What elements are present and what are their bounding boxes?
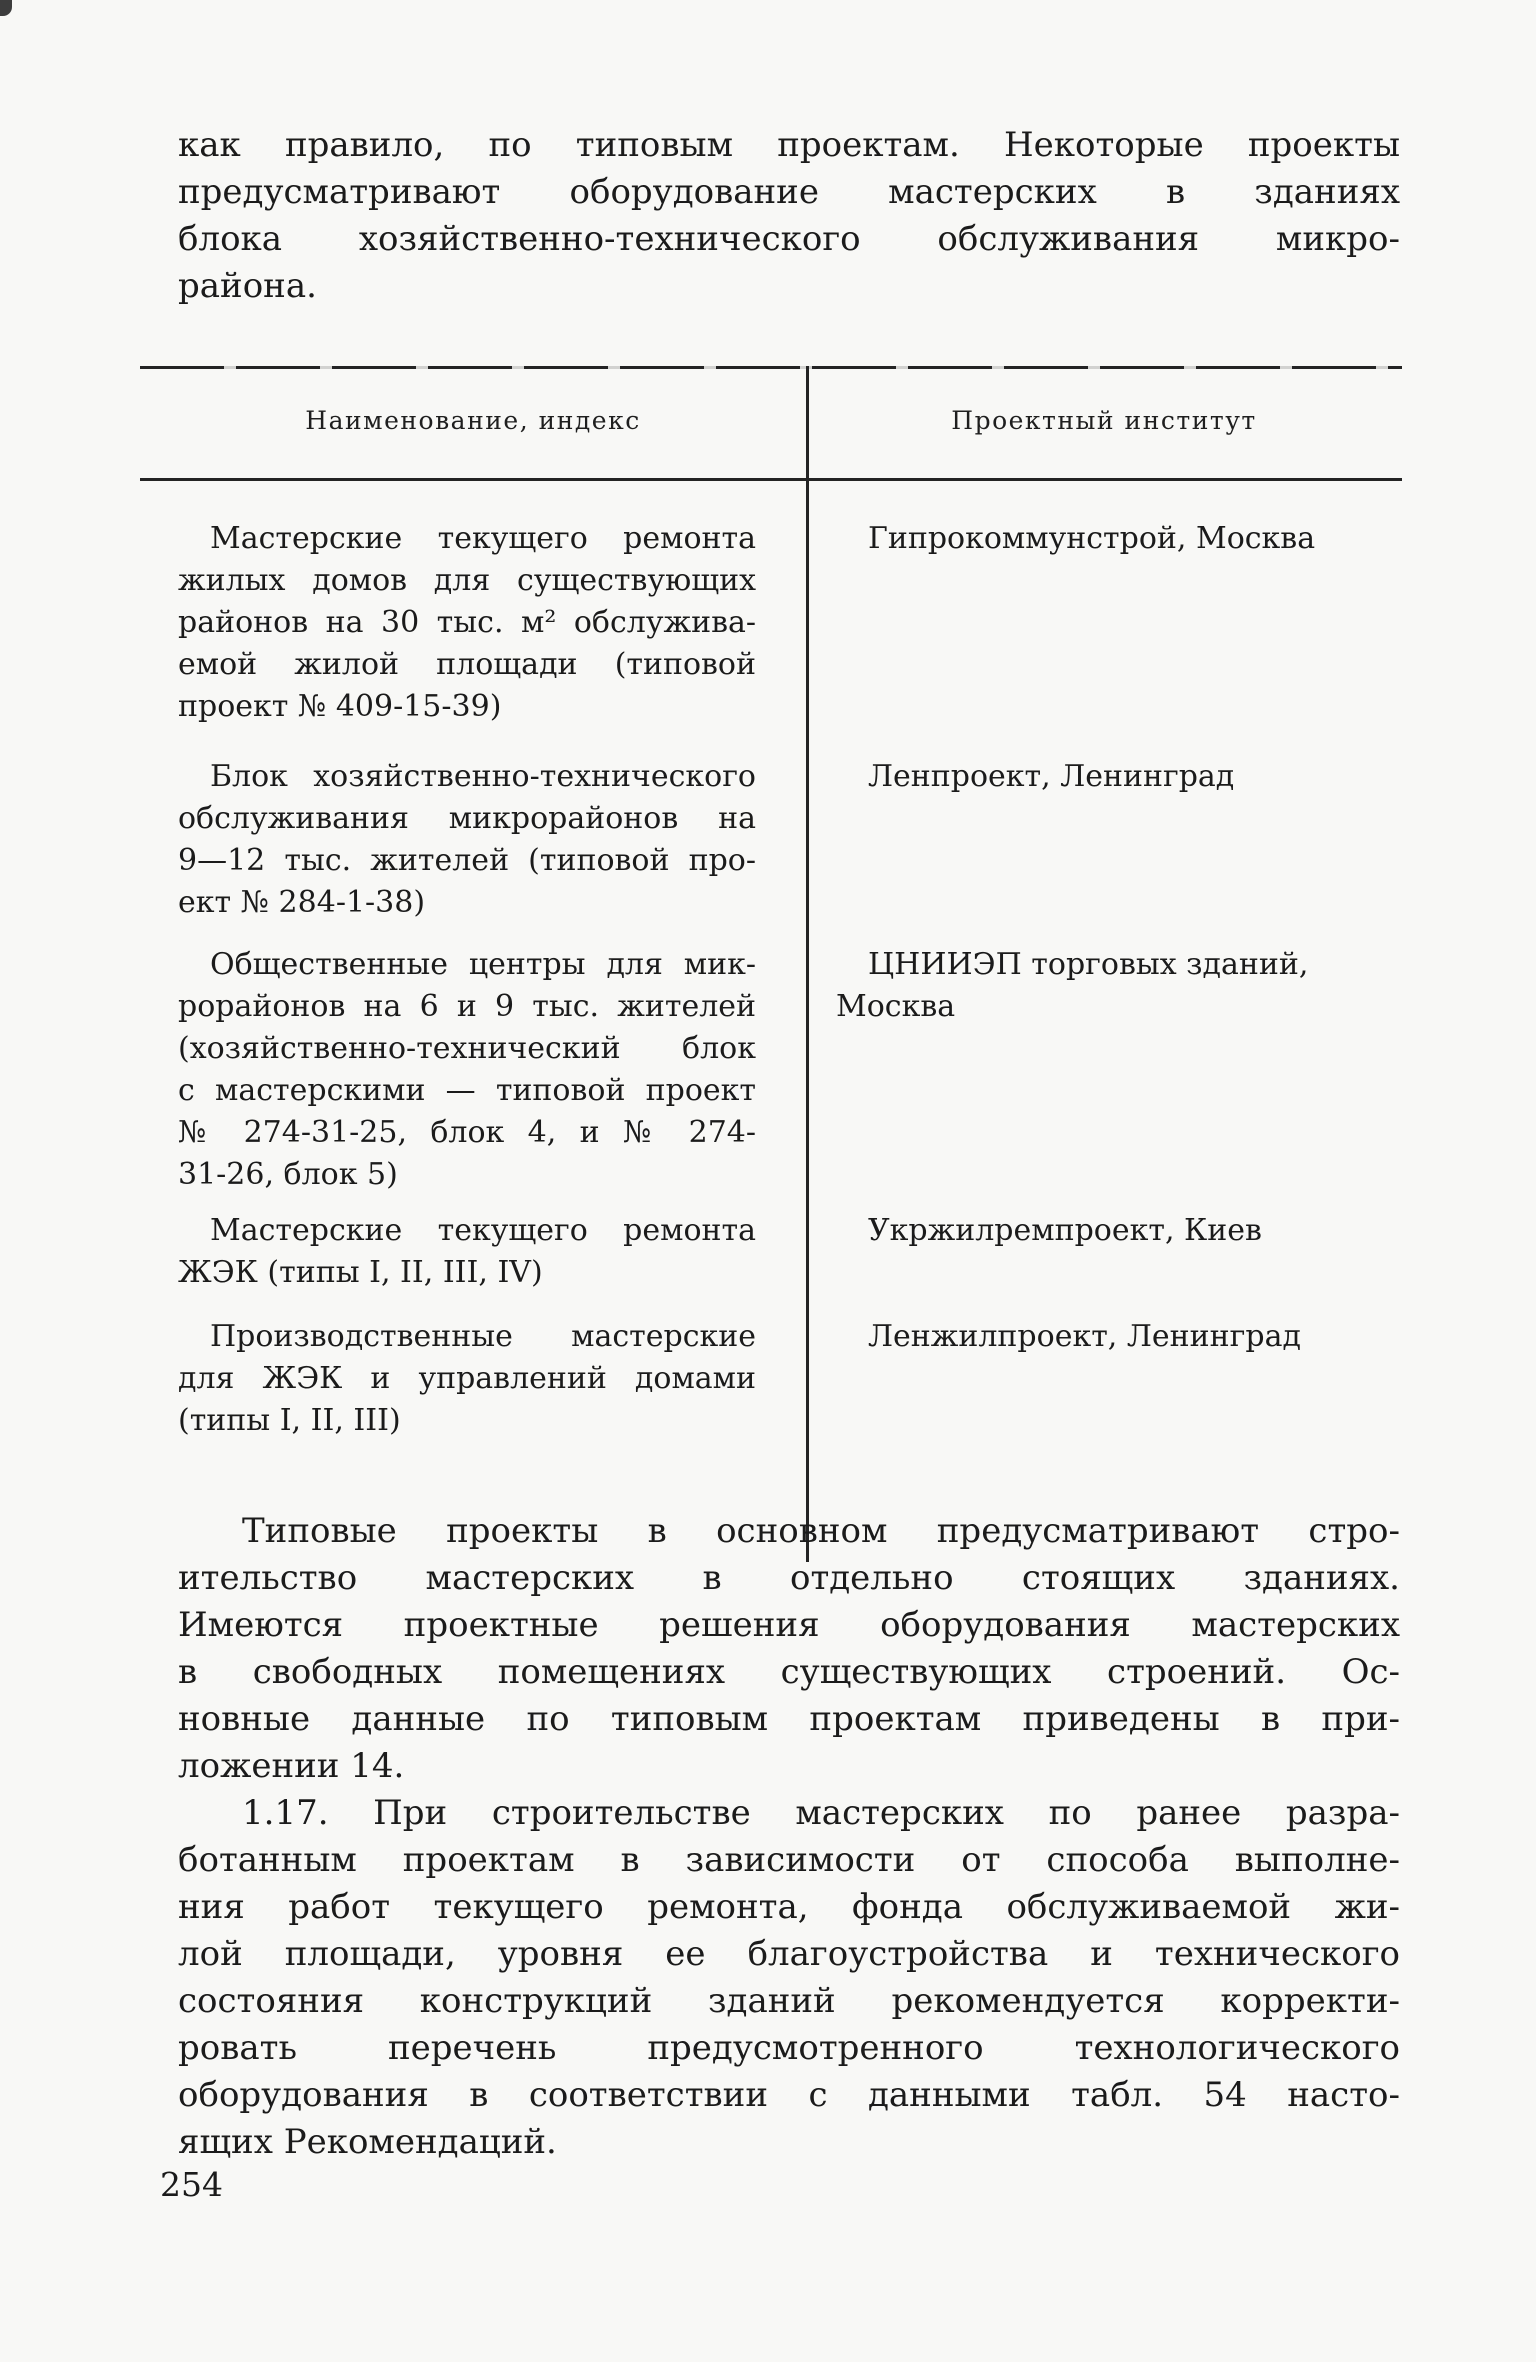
text-line: 9—12 тыс. жителей (типовой про-: [178, 843, 756, 878]
text-line: районов на 30 тыс. м² обслужива-: [178, 605, 756, 640]
text-line: № 274-31-25, блок 4, и № 274-: [178, 1115, 756, 1150]
text-line: ЖЭК (типы I, II, III, IV): [178, 1255, 543, 1290]
text-line: предусматривают оборудование мастерских в зданиях: [178, 172, 1400, 212]
text-line: ния работ текущего ремонта, фонда обслуживаемой жи-: [178, 1887, 1400, 1927]
column-header-institute: Проектный институт: [951, 406, 1257, 435]
table-top-rule: [140, 366, 1402, 369]
text-line: Москва: [836, 989, 956, 1024]
text-line: 1.17. При строительстве мастерских по ранее разра-: [242, 1793, 1400, 1833]
table-header-rule: [140, 478, 1402, 481]
table-row-2-institute-cell: [836, 756, 1396, 798]
text-line: блока хозяйственно-технического обслуживания микро-: [178, 219, 1400, 259]
text-line: ложении 14.: [178, 1746, 405, 1786]
intro-paragraph: [178, 122, 1400, 310]
text-line: емой жилой площади (типовой: [178, 647, 756, 682]
table-row-1-institute-cell: [836, 518, 1396, 560]
body-paragraph-typical-projects: [178, 1508, 1400, 1790]
table-row-4-institute-cell: [836, 1210, 1396, 1252]
text-line: Общественные центры для мик-: [210, 947, 756, 982]
text-line: Укржилремпроект, Киев: [868, 1213, 1262, 1248]
table-column-divider: [806, 366, 809, 1562]
text-line: (типы I, II, III): [178, 1403, 401, 1438]
text-line: ЦНИИЭП торговых зданий,: [868, 947, 1309, 982]
table-row-5-name-cell: [178, 1316, 756, 1442]
text-line: Блок хозяйственно-технического: [210, 759, 756, 794]
column-header-name: Наименование, индекс: [305, 406, 641, 435]
text-line: Ленжилпроект, Ленинград: [868, 1319, 1301, 1354]
table-row-2-name-cell: [178, 756, 756, 924]
text-line: оборудования в соответствии с данными табл. 54 насто-: [178, 2075, 1400, 2115]
page-number: 254: [160, 2165, 223, 2204]
text-line: ект № 284-1-38): [178, 885, 426, 920]
text-line: для ЖЭК и управлений домами: [178, 1361, 756, 1396]
text-line: Ленпроект, Ленинград: [868, 759, 1235, 794]
text-line: ительство мастерских в отдельно стоящих зданиях.: [178, 1558, 1400, 1598]
text-line: Мастерские текущего ремонта: [210, 1213, 756, 1248]
text-line: Типовые проекты в основном предусматривают стро-: [242, 1511, 1400, 1551]
body-paragraph-1-17: [178, 1790, 1400, 2166]
table-row-3-institute-cell: [836, 944, 1396, 1028]
text-line: лой площади, уровня ее благоустройства и технического: [178, 1934, 1400, 1974]
text-line: района.: [178, 266, 317, 306]
text-line: ровать перечень предусмотренного технологического: [178, 2028, 1400, 2068]
text-line: Производственные мастерские: [210, 1319, 756, 1354]
text-line: Гипрокоммунстрой, Москва: [868, 521, 1316, 556]
text-line: как правило, по типовым проектам. Некоторые проекты: [178, 125, 1400, 165]
text-line: ящих Рекомендаций.: [178, 2122, 557, 2162]
text-line: жилых домов для существующих: [178, 563, 756, 598]
text-line: состояния конструкций зданий рекомендуется корректи-: [178, 1981, 1400, 2021]
table-row-4-name-cell: [178, 1210, 756, 1294]
table-row-1-name-cell: [178, 518, 756, 728]
text-line: 31-26, блок 5): [178, 1157, 398, 1192]
text-line: Имеются проектные решения оборудования мастерских: [178, 1605, 1400, 1645]
text-line: новные данные по типовым проектам приведены в при-: [178, 1699, 1400, 1739]
text-line: ботанным проектам в зависимости от способа выполне-: [178, 1840, 1400, 1880]
text-line: Мастерские текущего ремонта: [210, 521, 756, 556]
text-line: (хозяйственно-технический блок: [178, 1031, 756, 1066]
scan-artifact-corner: [0, 0, 12, 16]
text-line: обслуживания микрорайонов на: [178, 801, 756, 836]
table-row-5-institute-cell: [836, 1316, 1396, 1358]
text-line: рорайонов на 6 и 9 тыс. жителей: [178, 989, 756, 1024]
text-line: проект № 409-15-39): [178, 689, 502, 724]
table-row-3-name-cell: [178, 944, 756, 1196]
text-line: с мастерскими — типовой проект: [178, 1073, 756, 1108]
text-line: в свободных помещениях существующих строений. Ос-: [178, 1652, 1400, 1692]
